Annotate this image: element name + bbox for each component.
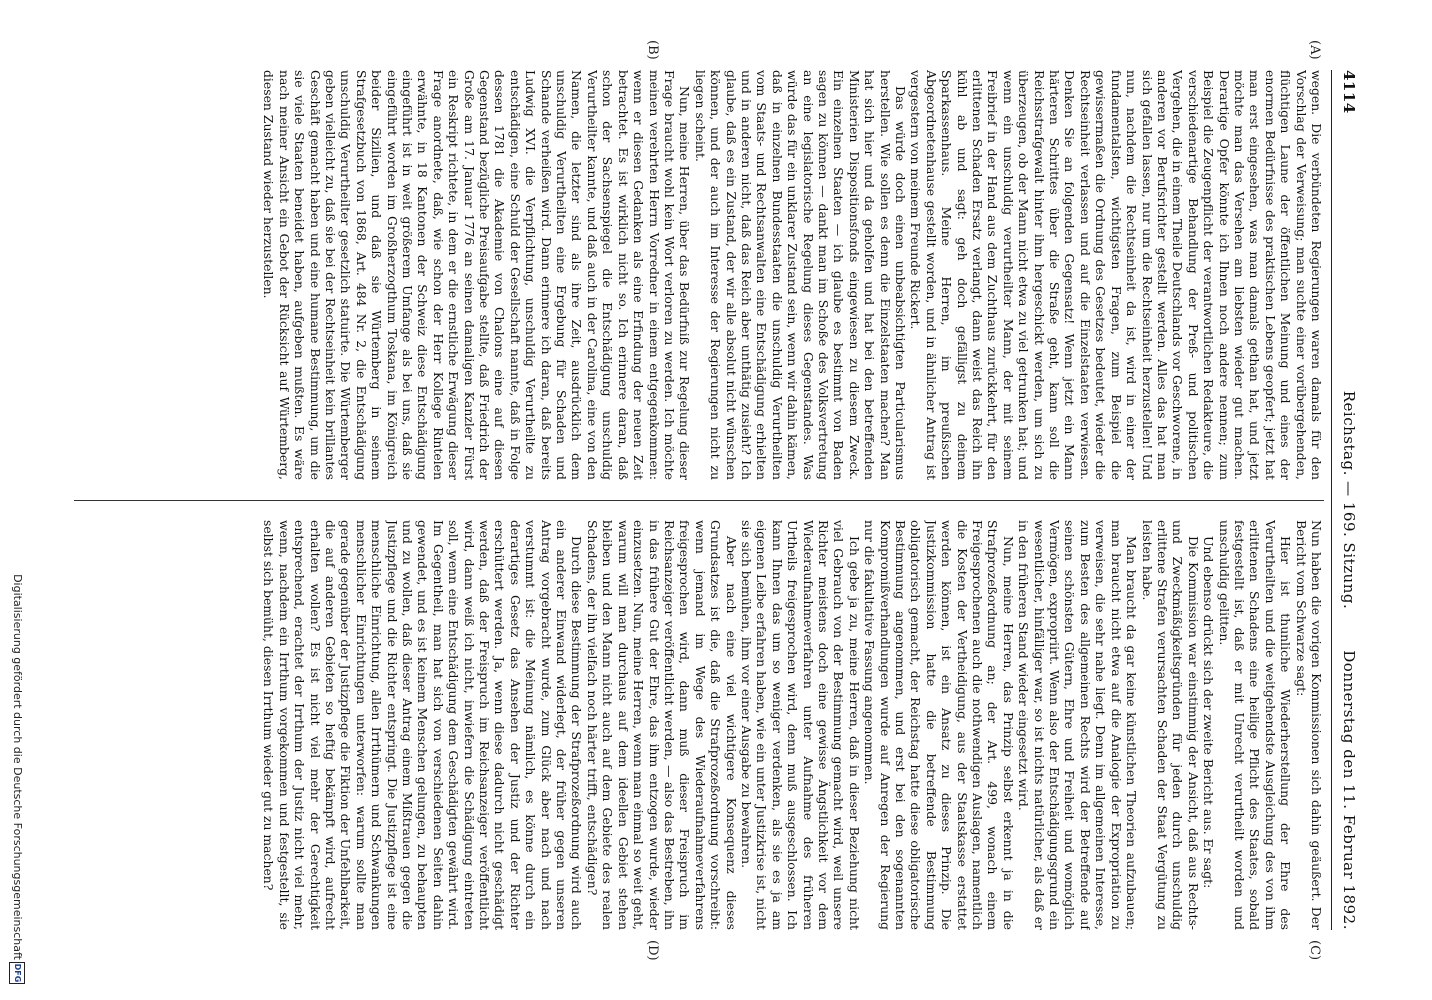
- session-date: Donnerstag den 11. Februar 1892.: [1340, 650, 1358, 930]
- paragraph: Durch diese Bestimmung der Strafprozeßordnung wird auch ein anderer Einwand widerlegt, der früher gegen unseren Antrag vorgebracht wurde, zum Glück aber nach und nach verstummt ist: die Meinung nämlich, es könne durch ein derartiges Gesetz das Ansehen der Justiz und der Richter erschüttert werden. Ja, wenn diese dadurch nicht geschädigt werden, daß der Freispruch im Reichsanzeiger veröffentlicht wird, dann weiß ich nicht, inwiefern die Schädigung eintreten soll, wenn eine Entschädigung dem Geschädigten gewährt wird. Im Gegentheil, man hat sich von verschiedenen Seiten dahin gewendet, und es ist keinem Menschen gelungen, zu behaupten und zu wollen, daß dieser Antrag einem Mißtrauen gegen die Justizpflege und die Richter entspringt. Die Justizpflege ist eine menschliche Einrichtung, allen Irrthümern und Schwankungen menschlicher Einrichtungen unterworfen: warum sollte man gerade gegenüber der Justizpflege die Fiktion der Unfehlbarkeit, die auf anderen Gebieten so heftig bekämpft wird, aufrecht erhalten wollen? Es ist nicht viel mehr der Gerechtigkeit entsprechend, erachtet der Irrthum der Justiz nicht viel mehr, wenn, nachdem ein Irrthum vorgekommen und festgestellt, sie selbst sich bemüht, diesen Irrthum wieder gut zu machen?: [261, 520, 585, 930]
- paragraph: Nun, meine Herren, das Prinzip selbst erkennt ja in die Strafprozeßordnung an; der Art. 499, wonach einem Freigesprochenen auch die nothwendigen Auslagen, namentlich die Kosten der Vertheidigung, aus der Staatskasse erstattet werden können, ist ein Ansatz zu dieses Prinzip. Die Justizkommission hatte die betreffende Bestimmung obligatorisch gemacht, der Reichstag hatte diese obligatorische Bestimmung angenommen, und erst bei den sogenannten Kompromißverhandlungen wurde auf Anregen der Regierung nur die fakultative Fassung angenommen.: [862, 520, 1016, 930]
- quote-paragraph: Die Kommission war einstimmig der Ansicht, daß aus Rechts- und Zweckmäßigkeitsgründen für jeden durch unschuldig erlittene Strafen verursachten Schaden der Staat Vergütung zu leisten habe.: [1139, 520, 1201, 930]
- right-column: [74, 520, 1324, 930]
- margin-marker-a: (A): [1307, 40, 1322, 60]
- paragraph: Aber nach eine viel wichtigere Konsequenz dieses Grundsatzes ist die, daß die Strafprozeßordnung vorschreibt: wenn jemand im Wege des Wiederaufnahmeverfahrens freigesprochen wird, dann muß dieser Freispruch im Reichsanzeiger veröffentlicht werden, — also das Bestreben, ihn in das frühere Gut der Ehre, das ihm entzogen wurde, wieder einzusetzen. Nun, meine Herren, wenn man einmal so weit geht, warum will man durchaus auf dem ideellen Gebiet stehen bleiben und den Mann nicht auch auf dem Gebiete des realen Schadens, der ihn vielfach noch härter trifft, entschädigen?: [584, 520, 739, 930]
- header-rule: [1331, 70, 1332, 930]
- margin-marker-d: (D): [645, 940, 660, 961]
- paragraph: Und ebenso drückt sich der zweite Bericht aus. Er sagt:: [1201, 536, 1217, 889]
- column-divider: [74, 500, 1324, 501]
- paragraph: Ich gebe ja zu, meine Herren, daß in dieser Beziehung nicht viel Gebrauch von der Bestimmung gemacht wird, weil unsere Richter meistens doch eine gewisse Ängstlichkeit vor dem Wiederaufnahmeverfahren unter Aufnahme des früheren Urtheils freigesprochen wird, denn muß ausgeschlossen. Ich kann Ihnen das um so weniger verdenken, als sie es ja am eigenen Leibe erfahren haben, wie ein unter Justizkrise ist, nicht sie sich bemühen, ihm vor einer Ausgabe zu bewahren.: [738, 520, 862, 930]
- paragraph: Nun, meine Herren, über das Bedürfniß zur Regelung dieser Frage braucht wohl kein Wort verloren zu werden. Ich möchte meinen verehrten Herrn Vorredner in einem entgegenkommen: wenn er diesen Gedanken als eine Erfindung der neuen Zeit betrachtet. Es ist wirklich nicht so. Ich erinnere daran, daß schon der Sachsenspiegel die Entschädigung unschuldig Verurtheilter kannte, und daß auch in der Carolina, eine von den Namen, die letzter sind als ihre Zeit, ausdrücklich dem unschuldig Verurtheilten eine Ergebung für Schaden und Schande verheißen wird. Dann erinnere ich daran, daß bereits Ludwig XVI. die Verpflichtung, unschuldig Verurtheilte zu entschädigen, eine Schuld der Gesellschaft nannte, daß in Folge dessen 1781 die Akademie von Chalons eine auf diesen Gegenstand bezügliche Preisaufgabe stellte, daß Friedrich der Große am 17. Januar 1776 an seinen damaligen Kanzler Fürst ein Reskript richtete, in dem er die ernstliche Erwägung dieser Frage anordnete, daß, wie schon der Herr Kollege Rintelen erwähnte, in 18 Kantonen der Schweiz diese Entschädigung eingeführt ist in weit größerem Umfange als bei uns, daß sie eingeführt worden im Großherzogthum Toskana, im Königreich beider Sizilien, und daß sie Würtemberg in seinem Strafgesetzbuch von 1868, Art. 484 Nr. 2, die Entschädigung unschuldig Verurtheilter gesetzlich statuirte. Die Würtemberger geben vielleicht zu, daß sie bei der Rechtseinheit kein brillantes Geschäft gemacht haben und eine humane Bestimmung, um die sie viele Staaten beneidet haben, aufgeben mußten. Es wäre nach meiner Ansicht ein Gebot der Rücksicht auf Würtemberg, diesen Zustand wieder herzustellen.: [261, 70, 693, 480]
- paragraph: Nun haben die vorigen Kommissionen sich dahin geäußert. Der Bericht vom Schwarze sagt:: [1293, 520, 1324, 930]
- digitization-footer: [4, 0, 28, 1000]
- session-title: Reichstag. — 169. Sitzung.: [1340, 390, 1358, 610]
- paragraph: wegen. Die verbündeten Regierungen waren damals für den Vorschlag der Verweisung; man suchte einer vorübergehenden, flüchtigen Laune der öffentlichen Meinung und eines der enormen Bedürfnisse des praktischen Lebens geopfert; jetzt hat man erst eingesehen, was man damals gethan hat, und jetzt möchte man das Versehen am liebsten wieder gut machen. Derartige Opfer könnte ich Ihnen noch andere nennen; zum Beispiel die Zeugenpflicht der verantwortlichen Redakteure, die verschiedenartige Behandlung der Preß- und politischen Vergehen, die in einem Theile Deutschlands vor Geschworene, in anderen vor Berufsrichter gestellt werden. Alles das hat man sich gefallen lassen, nur um die Rechtseinheit herzustellen! Und nun, nachdem die Rechtseinheit da ist, wird in einer der fundamentalsten, wichtigsten Fragen, zum Beispiel die gewissermaßen die Ordnung des Gesetzes bedeutet, wieder die Rechtseinheit verlassen und auf die Einzelstaaten verwiesen. Denken Sie an folgenden Gegensatz! Wenn jetzt ein Mann härteren Schrittes über die Straße geht, kann soll die Reichsstrafgewalt hinter ihm hergeschickt werden, um sich zu überzeugen, ob der Mann nicht etwa zu viel getrunken hat; und wenn ein unschuldig verurtheilter Mann, der mit seinem Freibrief in der Hand aus dem Zuchthaus zurückkehrt, für den erlittenen Schaden Ersatz verlangt, dann weist das Reich ihn kühl ab und sagt: geh doch gefälligst zu deinem Sparkassenhaus. Meine Herren, im preußischen Abgeordnetenhause gestellt worden, und in ähnlicher Antrag ist vergestern von meinem Freunde Rickert.: [908, 70, 1324, 480]
- margin-marker-c: (C): [1307, 940, 1322, 961]
- paragraph: Das würde doch einen unbeabsichtigten Particularismus herstellen. Wie sollen es denn die Einzelstaaten machen? Man hat sich hier und da geholfen und hat bei den betreffenden Ministerien Dispositionsfonds eingewiesen zu diesem Zweck. Ein einzelnen Staaten — ich glaube es bestimmt von Baden sagen zu können — dankt man im Schoße des Volksvertretung an eine legislatorische Regelung dieses Gegenstandes. Was würde das für ein unklarer Zustand sein, wenn wir dahin kämen, daß in einzelnen Bundesstaaten die unschuldig Verurtheilten vom Staats- und Rechtsanwalten eine Entschädigung erhielten und in anderen nicht, daß das Reich aber unthätig zusieht? Ich glaube, daß es ein Zustand, der wir alle absolut nicht wünschen können, und der auch im Interesse der Regierungen nicht zu liegen scheint.: [692, 70, 909, 480]
- page-content: [70, 40, 1360, 961]
- quote-paragraph: Hier ist thunliche Wiederherstellung der Ehre des Verurtheilten und die weitgehendste Ausgleichung des von ihm erlittenen Schadens eine heilige Pflicht des Staates, sobald festgestellt ist, daß er mit Unrecht verurtheilt worden und unschuldig gelitten.: [1216, 520, 1294, 930]
- paragraph: Man braucht da gar keine künstlichen Theorien aufzubauen; man braucht nicht etwa auf die Analogie der Expropriation zu verweisen, die sehr nahe liegt. Denn im allgemeinen Interesse, zum Besten des allgemeinen Rechts wird der Betreffende auf seinen schönsten Gütern, Ehre und Freiheit und womöglich Vermögen, expropriirt. Wenn also der Entschädigungsgrund ein wesentlicher, hinfälliger war, so ist nichts natürlicher, als daß er in den früheren Stand wieder eingesetzt wird.: [1016, 520, 1140, 930]
- margin-marker-b: (B): [645, 40, 660, 60]
- dfg-credit: Digitalisierung gefördert durch die Deutsche Forschungsgemeinschaft: [11, 574, 24, 960]
- left-column: [74, 70, 1324, 480]
- page-header: [1334, 70, 1360, 930]
- page-number: 4114: [1340, 70, 1358, 114]
- dfg-logo-icon: DFG: [9, 962, 25, 984]
